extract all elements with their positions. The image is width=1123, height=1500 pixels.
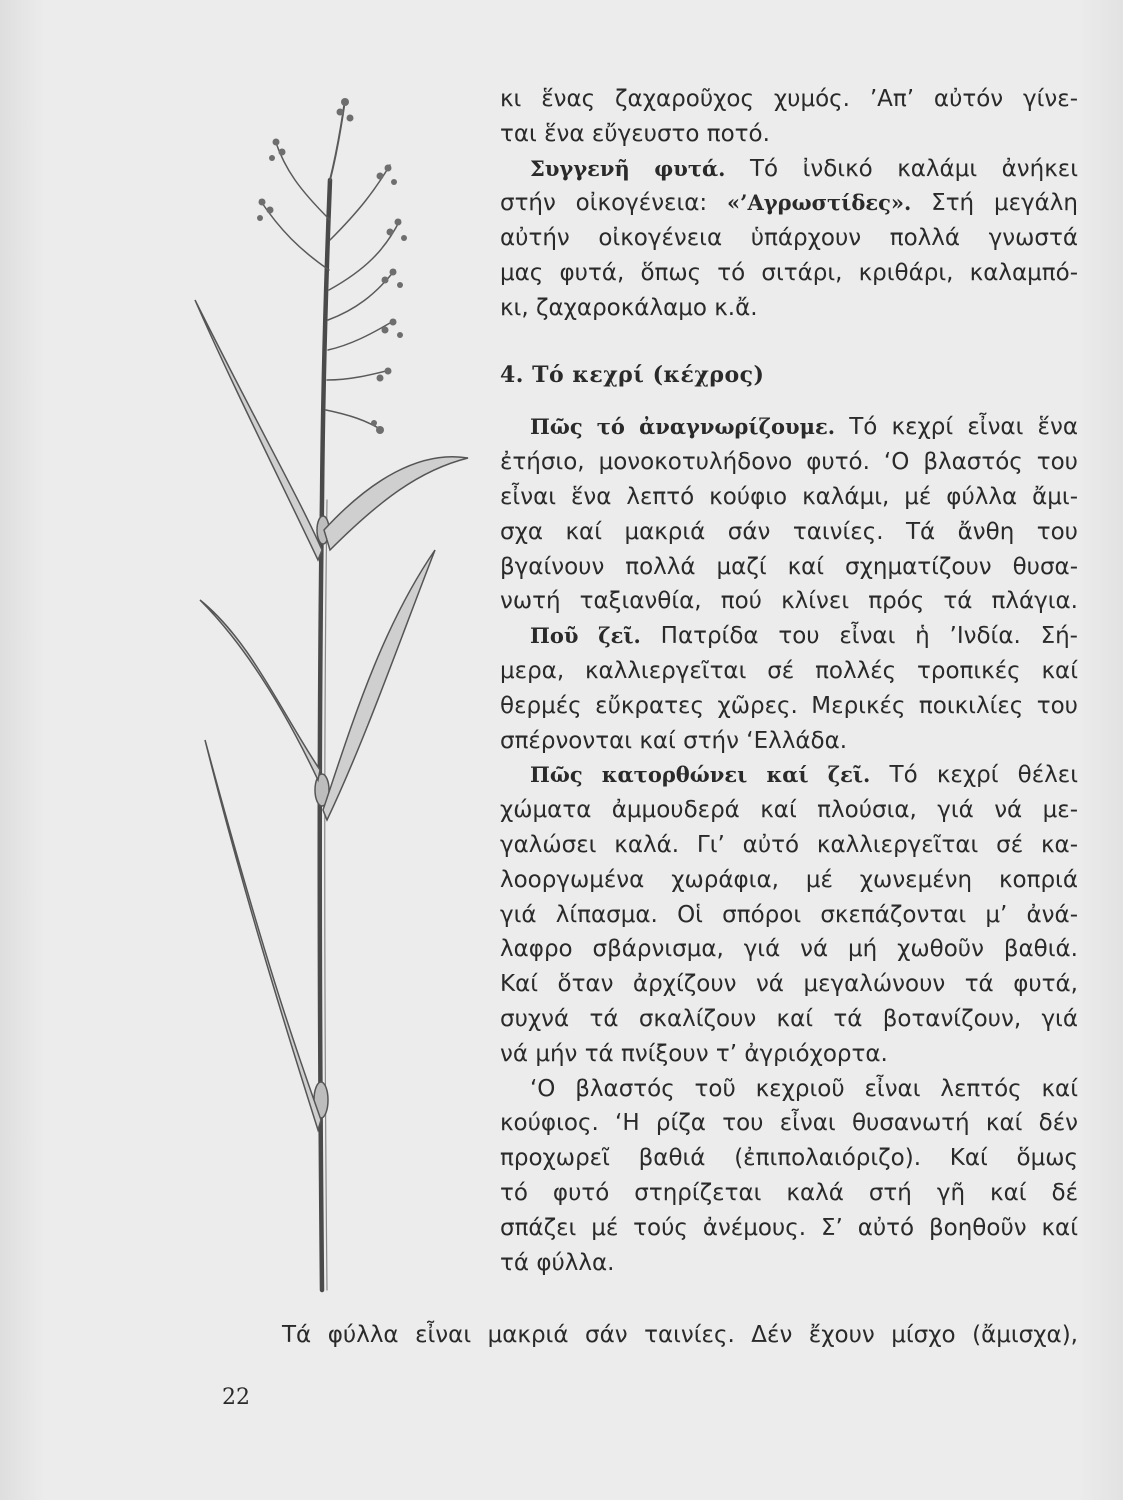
text-line: ἐτήσιο, μονοκοτυλήδονο φυτό. ‘Ο βλαστός του [500,449,1078,476]
where-continued [500,654,1078,758]
text-column [500,82,1078,1280]
text-line: ‘Ο βλαστός τοῦ κεχριοῦ εἶναι λεπτός καί [530,1075,1078,1102]
text-line: Πατρίδα του εἶναι ἡ ’Ινδία. Σή- [640,623,1078,650]
text-line: στήν οἰκογένεια: [500,190,728,217]
text-line: μερα, καλλιεργεῖται σέ πολλές τροπικές καί [500,657,1078,684]
text-line: Τό κεχρί θέλει [870,762,1078,789]
stem-continued [500,1106,1078,1280]
text-line: κούφιος. ‘Η ρίζα του εἶναι θυσανωτή καί δέν [500,1110,1078,1137]
survive-continued [500,793,1078,1071]
text-line: σπάζει μέ τούς ἀνέμους. Σ’ αὐτό βοηθοῦν καί [500,1214,1078,1241]
section-heading: 4. Τό κεχρί (κέχρος) [500,361,765,388]
intro-paragraph [500,82,1078,152]
text-line: λαφρο σβάρνισμα, γιά νά μή χωθοῦν βαθιά. [500,936,1078,963]
related-plants-continued [500,186,1078,325]
text-line: Τό κεχρί εἶναι ἕνα [835,414,1078,441]
millet-plant-illustration [150,80,510,1310]
recognize-continued [500,445,1078,619]
text-line: λοοργωμένα χωράφια, μέ χωνεμένη κοπριά [500,866,1078,893]
stem-paragraph [500,1072,1078,1107]
survive-paragraph [500,758,1078,793]
text-line: χώματα ἀμμουδερά καί πλούσια, γιά νά με- [500,797,1078,824]
full-width-line: Τά φύλλα εἶναι μακριά σάν ταινίες. Δέν ἔχουν μίσχο (ἄμισχα), [282,1322,1078,1348]
page-number: 22 [222,1385,250,1410]
related-plants-paragraph [500,152,1078,187]
text-line: Τό ἰνδικό καλάμι ἀνήκει [725,155,1078,182]
text-line: μας φυτά, ὅπως τό σιτάρι, κριθάρι, καλαμπό- [500,259,1078,286]
text-line: νά μήν τά πνίξουν τ’ ἀγριόχορτα. [500,1040,888,1067]
text-line: αὐτήν οἰκογένεια ὑπάρχουν πολλά γνωστά [500,225,1078,252]
text-line: θερμές εὔκρατες χῶρες. Μερικές ποικιλίες του [500,692,1078,719]
section-label: Πῶς κατορθώνει καί ζεῖ. [530,762,871,788]
text-line: νωτή ταξιανθία, πού κλίνει πρός τά πλάγια. [500,588,1078,615]
text-line: ται ἕνα εὔγευστο ποτό. [500,120,770,147]
section-label: Συγγενῆ φυτά. [530,155,726,181]
text-line: σπέρνονται καί στήν ‘Ελλάδα. [500,727,848,754]
text-line: γιά λίπασμα. Οἱ σπόροι σκεπάζονται μ’ ἀνά- [500,901,1078,928]
text-line: προχωρεῖ βαθιά (ἐπιπολαιόριζο). Καί ὅμως [500,1145,1078,1172]
text-line: εἶναι ἕνα λεπτό κούφιο καλάμι, μέ φύλλα ἄμι- [500,483,1078,510]
section-label: Πῶς τό ἀναγνωρίζουμε. [530,414,836,440]
text-line: συχνά τά σκαλίζουν καί τά βοτανίζουν, γιά [500,1005,1078,1032]
text-line: σχα καί μακριά σάν ταινίες. Τά ἄνθη του [500,518,1078,545]
text-line: Καί ὅταν ἀρχίζουν νά μεγαλώνουν τά φυτά, [500,971,1078,998]
text-line: Στή μεγάλη [911,190,1078,217]
recognize-paragraph [500,410,1078,445]
where-paragraph [500,619,1078,654]
text-line: τά φύλλα. [500,1249,615,1276]
text-line: κι ἕνας ζαχαροῦχος χυμός. ’Απ’ αὐτόν γίνε- [500,86,1078,112]
text-line: γαλώσει καλά. Γι’ αὐτό καλλιεργεῖται σέ κα- [500,831,1078,858]
text-line: βγαίνουν πολλά μαζί καί σχηματίζουν θυσα- [500,553,1078,580]
text-line: τό φυτό στηρίζεται καλά στή γῆ καί δέ [500,1179,1078,1206]
section-label: Ποῦ ζεῖ. [530,623,641,649]
text-line: κι, ζαχαροκάλαμο κ.ἄ. [500,294,758,321]
plant-family-name: «’Αγρωστίδες». [727,190,912,216]
